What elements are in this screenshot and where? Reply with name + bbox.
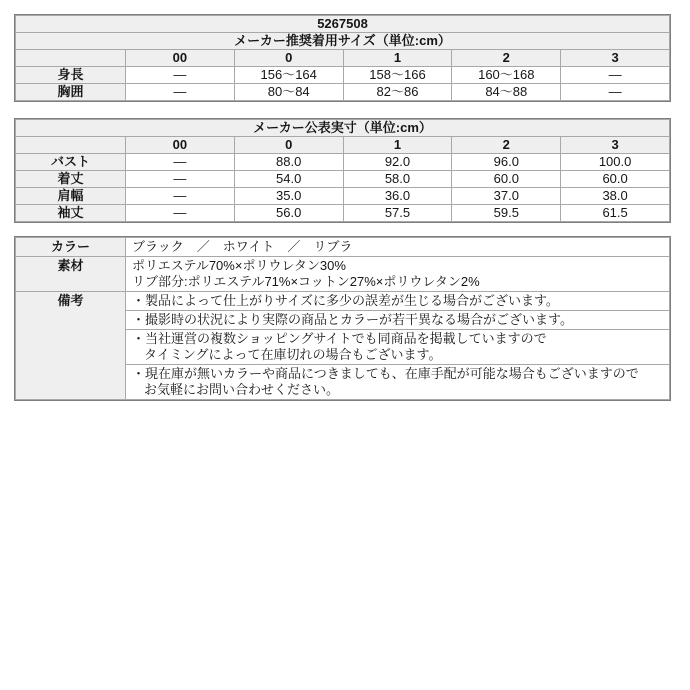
note-line: お気軽にお問い合わせください。 <box>144 382 340 397</box>
table-row-length <box>16 171 670 188</box>
row-label-height: 身長 <box>16 67 126 84</box>
size-col-3: 3 <box>561 137 670 154</box>
details-table <box>14 236 671 401</box>
note-item <box>126 292 670 311</box>
recommended-size-table <box>14 14 671 102</box>
corner-cell <box>16 50 126 67</box>
size-col-0: 0 <box>234 50 343 67</box>
row-label-bust: バスト <box>16 154 126 171</box>
color-value: ブラック ／ ホワイト ／ リブラ <box>126 238 670 257</box>
cell-value: — <box>561 84 670 101</box>
cell-value: 60.0 <box>452 171 561 188</box>
cell-value: 88.0 <box>234 154 343 171</box>
size-col-0: 0 <box>234 137 343 154</box>
size-col-00: 00 <box>126 137 235 154</box>
product-code-row <box>16 16 670 33</box>
column-header-row <box>16 50 670 67</box>
size-col-1: 1 <box>343 50 452 67</box>
table-row-sleeve <box>16 205 670 222</box>
column-header-row <box>16 137 670 154</box>
size-col-3: 3 <box>561 50 670 67</box>
cell-value: 35.0 <box>234 188 343 205</box>
size-col-00: 00 <box>126 50 235 67</box>
table-row-shoulder <box>16 188 670 205</box>
recommended-size-title: メーカー推奨着用サイズ（単位:cm） <box>16 33 670 50</box>
table-title-row <box>16 120 670 137</box>
cell-value: 160～168 <box>452 67 561 84</box>
note-item <box>126 311 670 330</box>
cell-value: 56.0 <box>234 205 343 222</box>
color-label: カラー <box>16 238 126 257</box>
cell-value: 37.0 <box>452 188 561 205</box>
note-item <box>126 330 670 365</box>
cell-value: — <box>126 154 235 171</box>
cell-value: 158～166 <box>343 67 452 84</box>
corner-cell <box>16 137 126 154</box>
note-line: ・製品によって仕上がりサイズに多少の誤差が生じる場合がございます。 <box>132 293 559 308</box>
table-row-height <box>16 67 670 84</box>
color-row <box>16 238 670 257</box>
material-row <box>16 257 670 292</box>
row-label-length: 着丈 <box>16 171 126 188</box>
cell-value: 57.5 <box>343 205 452 222</box>
cell-value: 38.0 <box>561 188 670 205</box>
cell-value: 54.0 <box>234 171 343 188</box>
material-value <box>126 257 670 292</box>
note-line: ・撮影時の状況により実際の商品とカラーが若干異なる場合がございます。 <box>132 312 573 327</box>
cell-value: 156～164 <box>234 67 343 84</box>
cell-value: 100.0 <box>561 154 670 171</box>
cell-value: 84～88 <box>452 84 561 101</box>
material-line: ポリエステル70%×ポリウレタン30% <box>132 258 346 273</box>
cell-value: 61.5 <box>561 205 670 222</box>
material-line: リブ部分:ポリエステル71%×コットン27%×ポリウレタン2% <box>132 274 480 289</box>
cell-value: — <box>126 171 235 188</box>
recommended-size-grid <box>15 15 670 101</box>
cell-value: — <box>126 205 235 222</box>
size-col-1: 1 <box>343 137 452 154</box>
cell-value: 36.0 <box>343 188 452 205</box>
actual-size-grid <box>15 119 670 222</box>
actual-size-title: メーカー公表実寸（単位:cm） <box>16 120 670 137</box>
product-code: 5267508 <box>16 16 670 33</box>
note-line: ・当社運営の複数ショッピングサイトでも同商品を掲載していますので <box>132 331 547 346</box>
row-label-sleeve: 袖丈 <box>16 205 126 222</box>
table-title-row <box>16 33 670 50</box>
row-label-chest: 胸囲 <box>16 84 126 101</box>
cell-value: 60.0 <box>561 171 670 188</box>
note-line: タイミングによって在庫切れの場合もございます。 <box>144 347 442 362</box>
cell-value: — <box>126 67 235 84</box>
material-label: 素材 <box>16 257 126 292</box>
notes-row <box>16 292 670 311</box>
details-grid <box>15 237 670 400</box>
cell-value: 59.5 <box>452 205 561 222</box>
cell-value: 58.0 <box>343 171 452 188</box>
cell-value: 92.0 <box>343 154 452 171</box>
cell-value: 80～84 <box>234 84 343 101</box>
cell-value: — <box>561 67 670 84</box>
table-row-bust <box>16 154 670 171</box>
cell-value: 82～86 <box>343 84 452 101</box>
cell-value: 96.0 <box>452 154 561 171</box>
row-label-shoulder: 肩幅 <box>16 188 126 205</box>
cell-value: — <box>126 188 235 205</box>
size-col-2: 2 <box>452 50 561 67</box>
actual-size-table <box>14 118 671 223</box>
size-col-2: 2 <box>452 137 561 154</box>
note-item <box>126 365 670 400</box>
cell-value: — <box>126 84 235 101</box>
table-row-chest <box>16 84 670 101</box>
notes-label: 備考 <box>16 292 126 400</box>
note-line: ・現在庫が無いカラーや商品につきましても、在庫手配が可能な場合もございますので <box>132 366 639 381</box>
